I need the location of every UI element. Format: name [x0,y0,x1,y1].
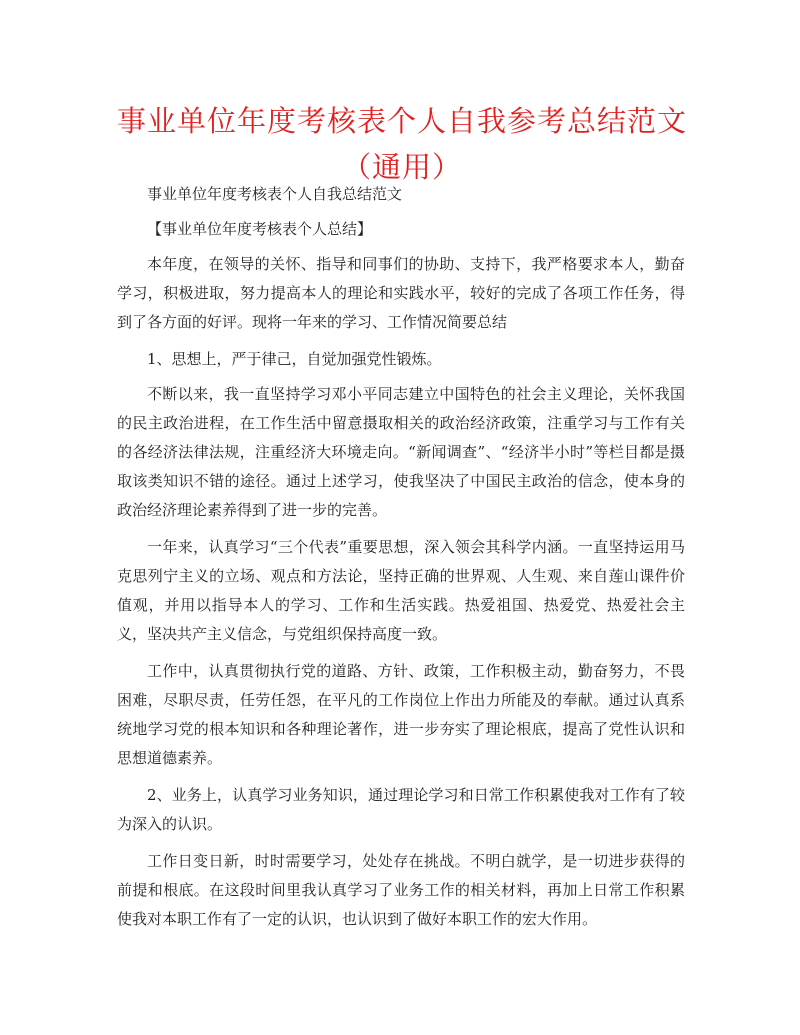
paragraph-section-heading: 【事业单位年度考核表个人总结】 [147,220,373,238]
document-body [117,180,685,942]
paragraph-body-2: 一年来，认真学习“三个代表”重要思想，深入领会其科学内涵。一直坚持运用马克思列宁主义的立场、观点和方法论，坚持正确的世界观、人生观、来自莲山课件价值观，并用以指导本人的学习、工作和生活实践。热爱祖国、热爱党、热爱社会主义，坚决共产主义信念，与党组织保持高度一致。 [117,538,685,643]
paragraph-body-3: 工作中，认真贯彻执行党的道路、方针、政策，工作积极主动，勤奋努力，不畏困难，尽职尽责，任劳任怨，在平凡的工作岗位上作出力所能及的奉献。通过认真系统地学习党的根本知识和各种理论著作，进一步夯实了理论根底，提高了党性认识和思想道德素养。 [117,662,685,767]
paragraph-body-1: 不断以来，我一直坚持学习邓小平同志建立中国特色的社会主义理论，关怀我国的民主政治进程，在工作生活中留意摄取相关的政治经济政策，注重学习与工作有关的各经济法律法规，注重经济大环境走向。“新闻调查”、“经济半小时”等栏目都是摄取该类知识不错的途径。通过上述学习，使我坚决了中国民主政治的信念，使本身的政治经济理论素养得到了进一步的完善。 [117,385,685,519]
paragraph-point-2: 2、业务上，认真学习业务知识，通过理论学习和日常工作积累使我对工作有了较为深入的认识。 [117,786,685,833]
paragraph-point-1: 1、思想上，严于律己，自觉加强党性锻炼。 [147,350,442,368]
paragraph-subtitle: 事业单位年度考核表个人自我总结范文 [147,185,403,203]
paragraph-body-4: 工作日变日新，时时需要学习，处处存在挑战。不明白就学，是一切进步获得的前提和根底。在这段时间里我认真学习了业务工作的相关材料，再加上日常工作积累使我对本职工作有了一定的认识，也认识到了做好本职工作的宏大作用。 [117,852,685,928]
document-title: 事业单位年度考核表个人自我参考总结范文（通用） [116,104,687,184]
paragraph-intro: 本年度，在领导的关怀、指导和同事们的协助、支持下，我严格要求本人，勤奋学习，积极进取，努力提高本人的理论和实践水平，较好的完成了各项工作任务，得到了各方面的好评。现将一年来的学习、工作情况简要总结 [117,255,685,331]
